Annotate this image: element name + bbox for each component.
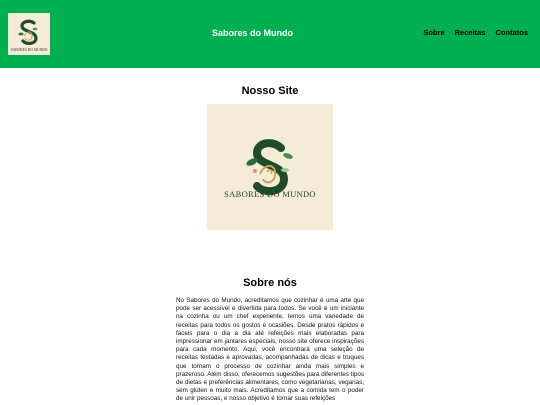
site-title: Sabores do Mundo [212, 28, 293, 38]
nav-link-contatos[interactable]: Contatos [495, 28, 528, 37]
svg-text:SABORES DO MUNDO: SABORES DO MUNDO [224, 189, 316, 199]
nav-link-receitas[interactable]: Receitas [454, 28, 486, 37]
site-header [0, 0, 540, 68]
site-logo-image [207, 104, 333, 230]
logo-emblem-icon [8, 13, 50, 55]
about-section-title: Sobre nós [243, 277, 297, 289]
logo-emblem-icon [207, 104, 333, 230]
nav-link-sobre[interactable]: Sobre [423, 28, 445, 37]
site-section-title: Nosso Site [241, 85, 299, 97]
svg-text:SABORES DO MUNDO: SABORES DO MUNDO [10, 48, 48, 52]
main-nav [423, 28, 528, 37]
header-logo[interactable] [8, 13, 50, 55]
about-paragraph: No Sabores do Mundo, acreditamos que cozinhar é uma arte que pode ser acessível e divertida para todos. Se você é um iniciante na cozinha ou um chef experiente, temos uma variedade de receitas para todos os gostos e ocasiões. Desde pratos rápidos e fáceis para o dia a dia até refeições mais elaboradas para impressionar em jantares especiais, nosso site oferece inspirações para cada momento. Aqui, você encontrará uma seleção de receitas testadas e aprovadas, acompanhadas de dicas e truques que tornam o processo de cozinhar ainda mais simples e prazeroso. Além disso, oferecemos sugestões para diferentes tipos de dietas e preferências alimentares, como vegetarianas, veganas, sem glúten e muito mais. Acreditamos que a comida tem o poder de unir pessoas, e nosso objetivo é tornar suas refeições [176, 297, 364, 403]
